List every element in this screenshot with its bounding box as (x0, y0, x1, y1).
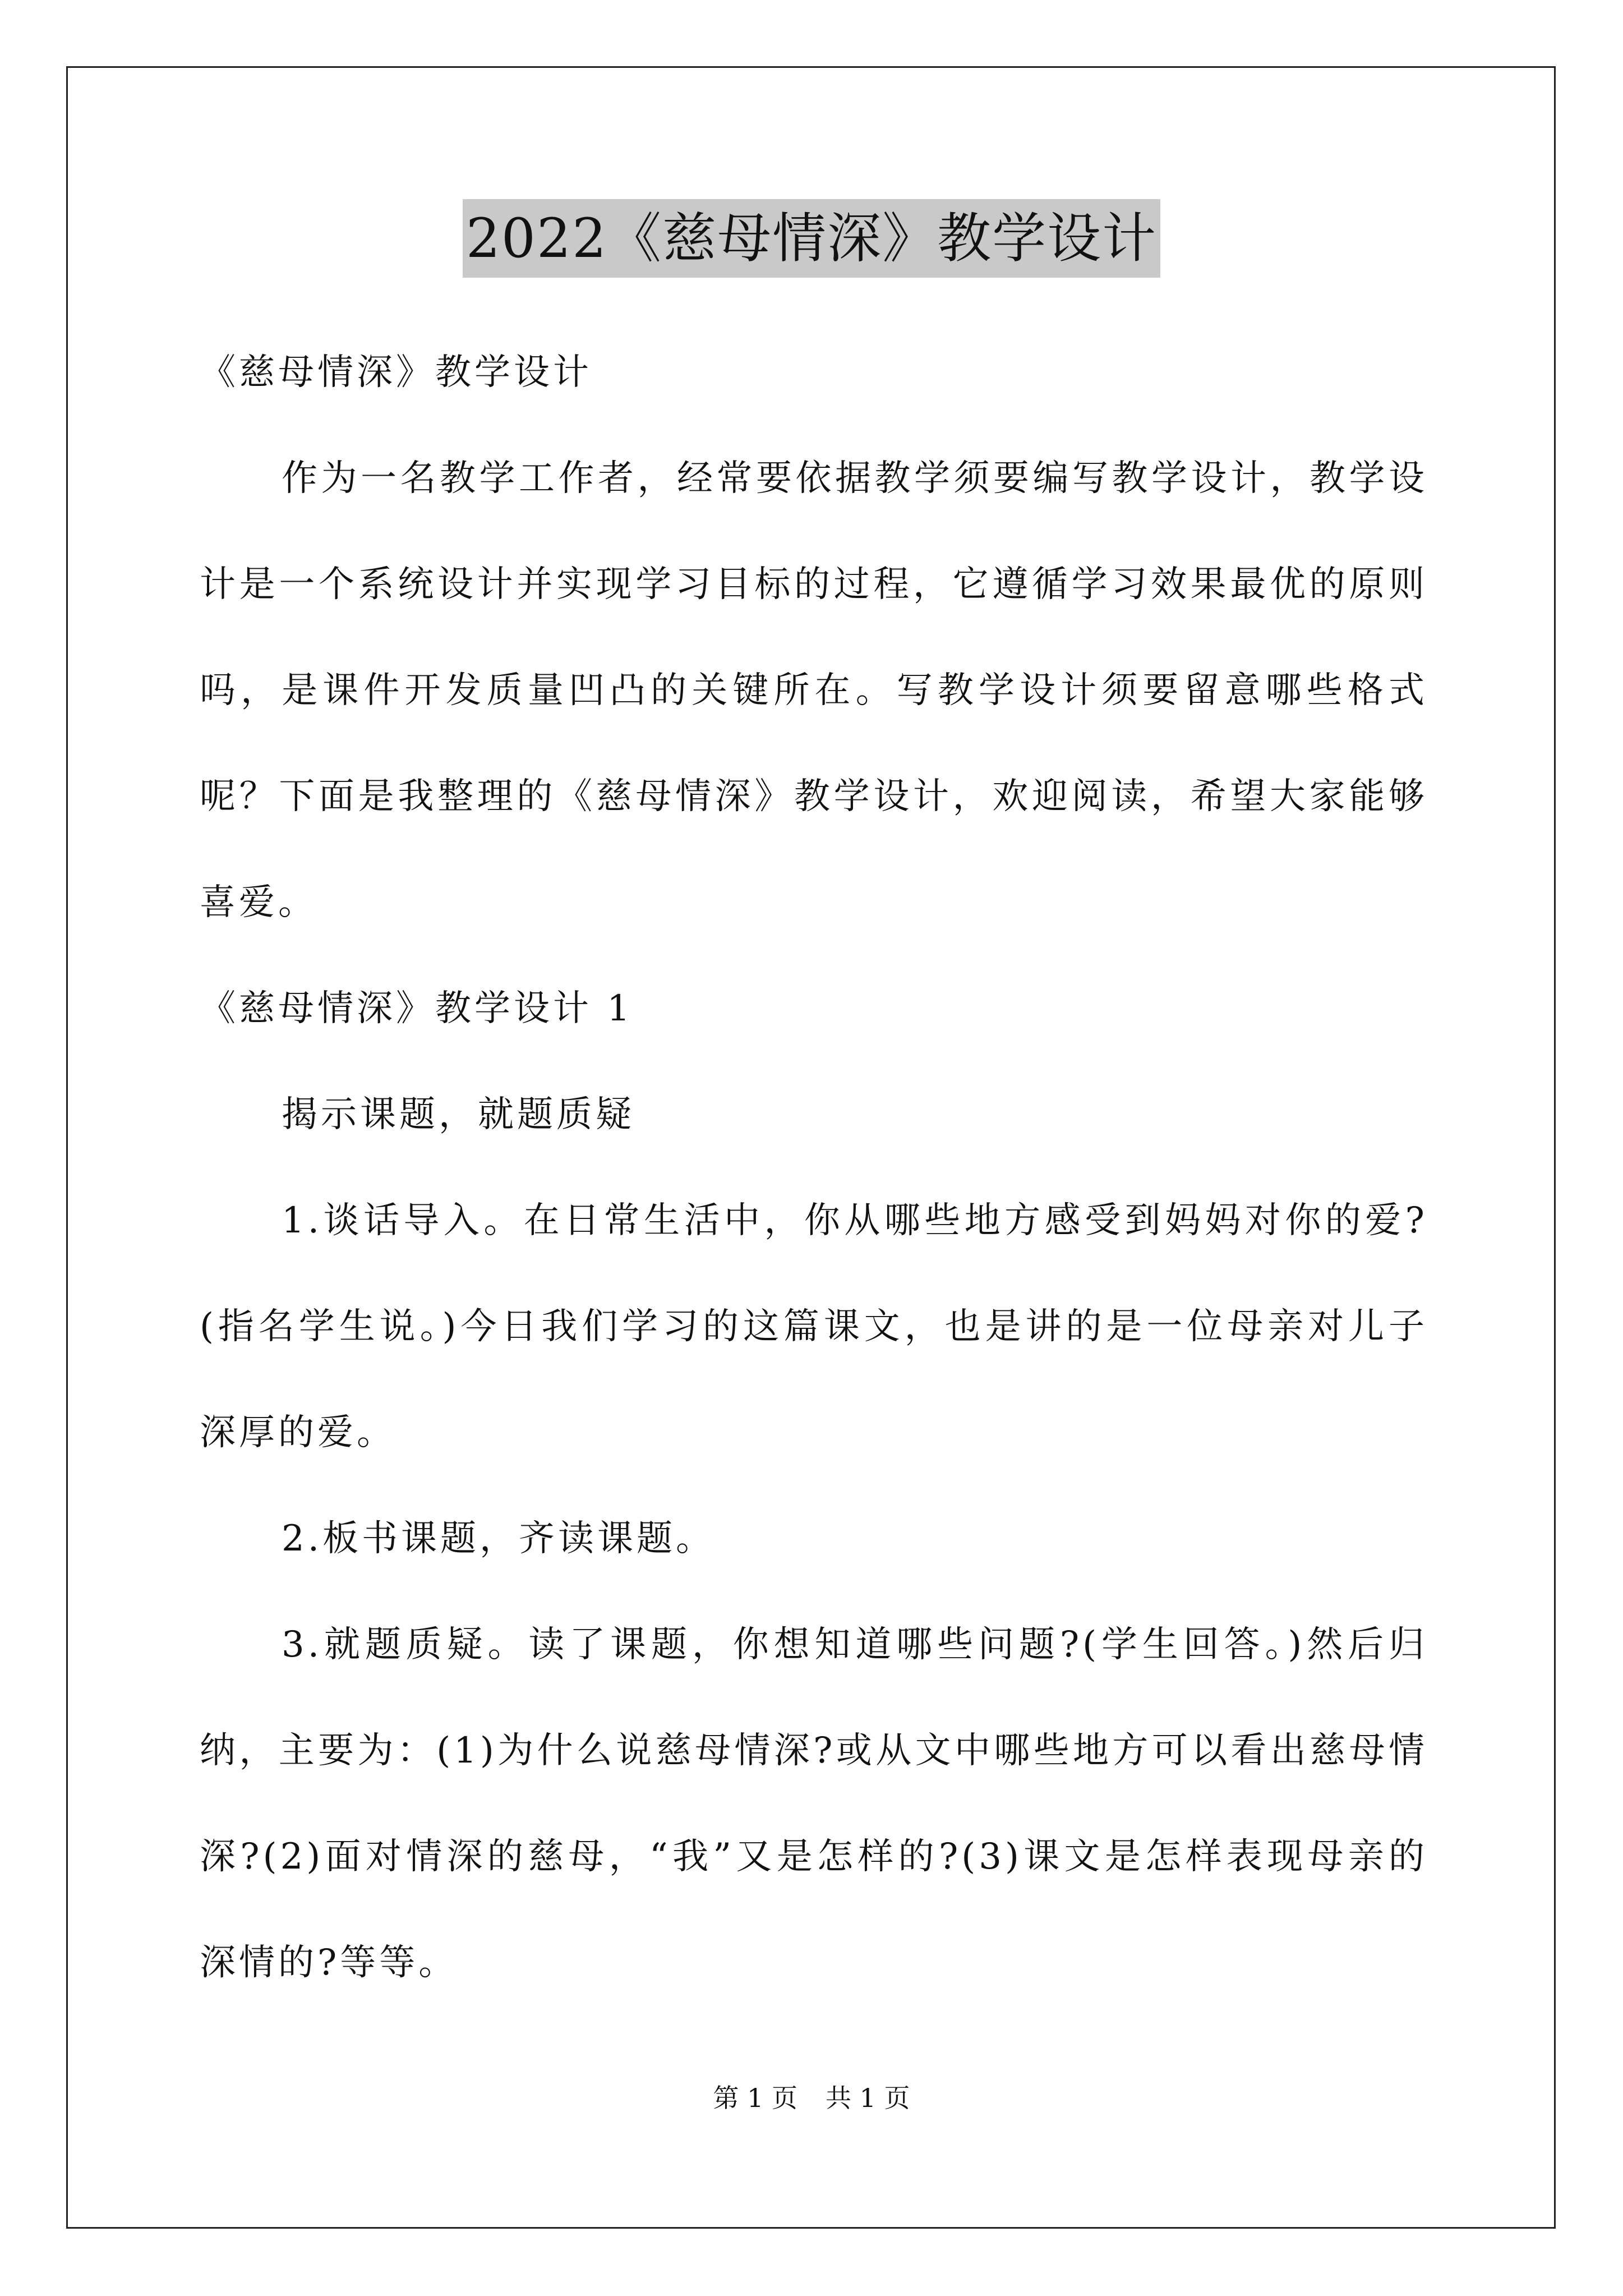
paragraph-intro: 作为一名教学工作者，经常要依据教学须要编写教学设计，教学设计是一个系统设计并实现学习目标的过程，它遵循学习效果最优的原则吗，是课件开发质量凹凸的关键所在。写教学设计须要留意哪些格式呢？下面是我整理的《慈母情深》教学设计，欢迎阅读，希望大家能够喜爱。 (200, 458, 1428, 923)
paragraph-section-heading: 《慈母情深》教学设计 1 (200, 988, 634, 1029)
document-body (200, 320, 1428, 2016)
page-total: 共 1 页 (826, 2083, 910, 2113)
paragraph-step-heading: 揭示课题，就题质疑 (282, 1094, 635, 1135)
paragraph-item-1: 1.谈话导入。在日常生活中，你从哪些地方感受到妈妈对你的爱?(指名学生说。)今日我们学习的这篇课文，也是讲的是一位母亲对儿子深厚的爱。 (200, 1200, 1428, 1453)
page-number: 第 1 页 (713, 2083, 797, 2113)
document-title: 2022《慈母情深》教学设计 (463, 199, 1160, 278)
paragraph-subtitle: 《慈母情深》教学设计 (200, 352, 592, 393)
paragraph-item-3: 3.就题质疑。读了课题，你想知道哪些问题?(学生回答。)然后归纳，主要为：(1)为什么说慈母情深?或从文中哪些地方可以看出慈母情深?(2)面对情深的慈母，“我”又是怎样的?(3)课文是怎样表现母亲的深情的?等等。 (200, 1624, 1428, 1984)
title-wrap (0, 199, 1623, 278)
page-footer (0, 2081, 1623, 2115)
paragraph-item-2: 2.板书课题，齐读课题。 (282, 1518, 716, 1559)
